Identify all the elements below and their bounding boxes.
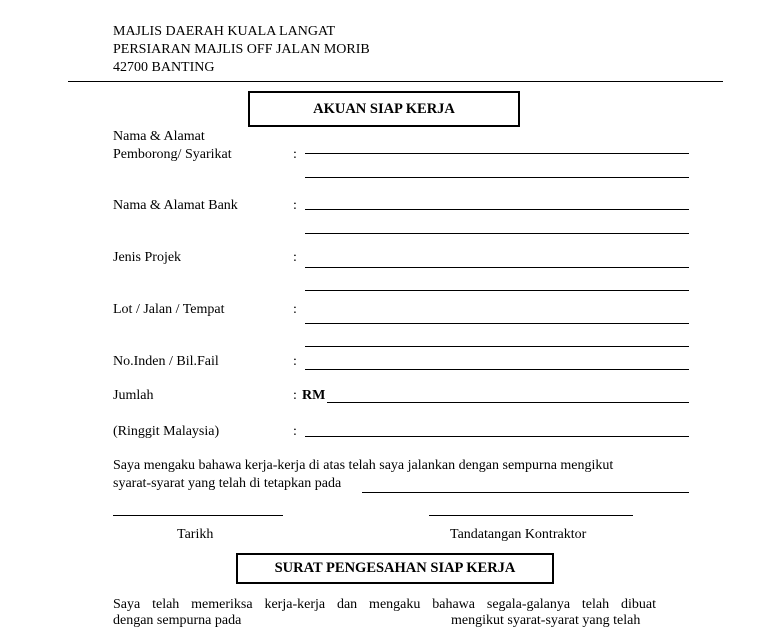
project-field-line-2[interactable]: [305, 290, 689, 291]
council-address: PERSIARAN MAJLIS OFF JALAN MORIB: [113, 42, 370, 57]
project-label: Jenis Projek: [113, 250, 182, 265]
amount-label: Jumlah: [113, 388, 154, 403]
location-colon: :: [293, 302, 297, 317]
location-field-line-1[interactable]: [305, 323, 689, 324]
contractor-colon: :: [293, 147, 297, 162]
confirmation-title: SURAT PENGESAHAN SIAP KERJA: [274, 560, 516, 576]
form-title: AKUAN SIAP KERJA: [313, 100, 455, 117]
form-title-box: [248, 91, 520, 127]
indent-label: No.Inden / Bil.Fail: [113, 354, 219, 369]
confirmation-title-box: [236, 553, 554, 584]
header-divider: [68, 81, 723, 82]
amount-field-line[interactable]: [327, 402, 689, 403]
bank-field-line-2[interactable]: [305, 233, 689, 234]
amount-words-label: (Ringgit Malaysia): [113, 424, 220, 439]
bank-field-line-1[interactable]: [305, 209, 689, 210]
confirmation-text-line1: Saya telah memeriksa kerja-kerja dan mengaku bahawa segala-galanya telah dibuat: [113, 597, 656, 612]
council-name: MAJLIS DAERAH KUALA LANGAT: [113, 24, 336, 39]
bank-label: Nama & Alamat Bank: [113, 198, 238, 213]
date-signature-line[interactable]: [113, 515, 283, 516]
amount-words-field-line[interactable]: [305, 436, 689, 437]
contractor-field-line-2[interactable]: [305, 177, 689, 178]
location-label: Lot / Jalan / Tempat: [113, 302, 225, 317]
project-field-line-1[interactable]: [305, 267, 689, 268]
declaration-text-line2: syarat-syarat yang telah di tetapkan pada: [113, 476, 342, 491]
council-postcode-city: 42700 BANTING: [113, 60, 215, 75]
contractor-field-line-1[interactable]: [305, 153, 689, 154]
location-field-line-2[interactable]: [305, 346, 689, 347]
amount-currency-prefix: RM: [302, 388, 326, 403]
declaration-date-line[interactable]: [362, 492, 689, 493]
contractor-label-line1: Nama & Alamat: [113, 129, 205, 144]
contractor-signature-label: Tandatangan Kontraktor: [450, 527, 587, 542]
confirmation-text-line2-right: mengikut syarat-syarat yang telah: [451, 613, 641, 628]
contractor-signature-line[interactable]: [429, 515, 633, 516]
indent-field-line[interactable]: [305, 369, 689, 370]
project-colon: :: [293, 250, 297, 265]
amount-words-colon: :: [293, 424, 297, 439]
indent-colon: :: [293, 354, 297, 369]
amount-colon: :: [293, 388, 297, 403]
date-label: Tarikh: [177, 527, 214, 542]
contractor-label-line2: Pemborong/ Syarikat: [113, 147, 232, 162]
declaration-text-line1: Saya mengaku bahawa kerja-kerja di atas telah saya jalankan dengan sempurna mengikut: [113, 458, 614, 473]
confirmation-text-line2-left: dengan sempurna pada: [113, 613, 242, 628]
bank-colon: :: [293, 198, 297, 213]
